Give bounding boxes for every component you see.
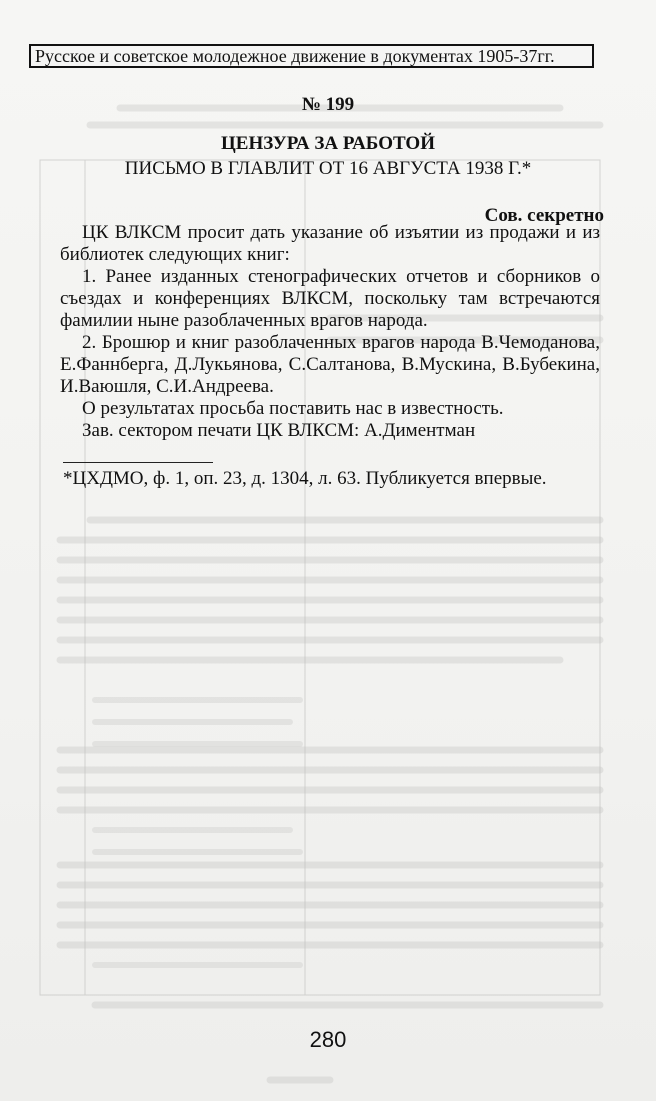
classification-mark: Сов. секретно — [484, 205, 604, 226]
footnote-rule — [63, 462, 213, 463]
body-paragraph: 2. Брошюр и книг разоблаченных врагов народа В.Чемоданова, Е.Фаннберга, Д.Лукьянова, С.Салтанова, В.Мускина, В.Бубекина, И.Ваюшля, С.И.Андреева. — [60, 332, 600, 397]
footnote: *ЦХДМО, ф. 1, оп. 23, д. 1304, л. 63. Публикуется впервые. — [63, 468, 547, 489]
running-header: Русское и советское молодежное движение в документах 1905-37гг. — [29, 44, 594, 68]
document-title: ЦЕНЗУРА ЗА РАБОТОЙ — [221, 133, 435, 154]
page-number: 280 — [309, 1027, 347, 1052]
body-paragraph: ЦК ВЛКСМ просит дать указание об изъятии из продажи и из библиотек следующих книг: — [60, 222, 600, 265]
document-subtitle: ПИСЬМО В ГЛАВЛИТ ОТ 16 АВГУСТА 1938 Г.* — [124, 158, 532, 179]
signature-line: Зав. сектором печати ЦК ВЛКСМ: А.Диментман — [82, 420, 476, 441]
document-number: № 199 — [301, 94, 355, 115]
body-paragraph: О результатах просьба поставить нас в известность. — [82, 398, 504, 419]
document-body — [60, 222, 600, 442]
body-paragraph: 1. Ранее изданных стенографических отчетов и сборников о съездах и конференциях ВЛКСМ, поскольку там встречаются фамилии ныне разоблаченных врагов народа. — [60, 266, 600, 331]
